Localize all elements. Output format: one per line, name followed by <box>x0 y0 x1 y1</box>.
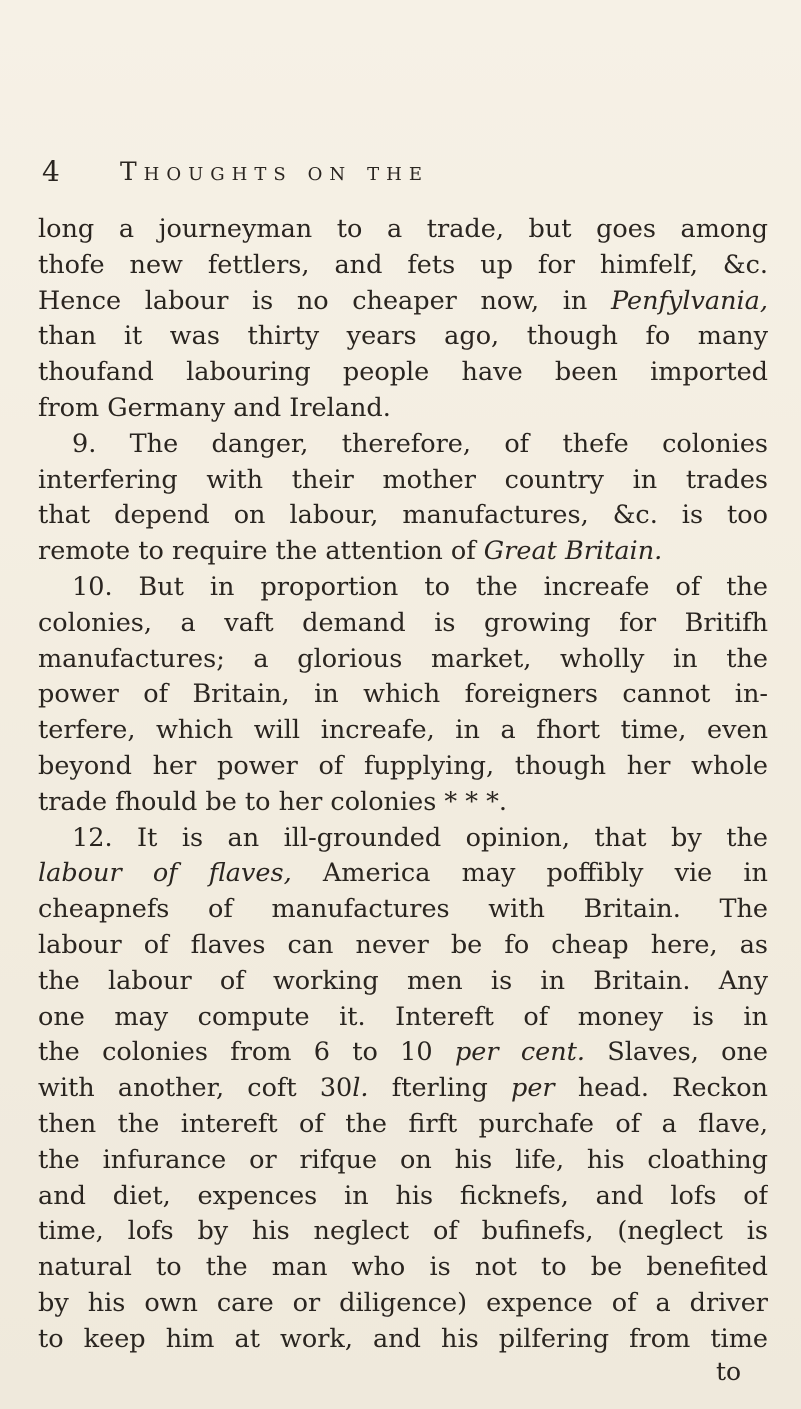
body-text <box>38 212 768 1358</box>
page-header <box>42 152 762 196</box>
text-line: then the intereft of the firft purchafe of a flave, <box>38 1108 768 1139</box>
text-line: natural to the man who is not to be benefited <box>38 1252 768 1283</box>
text-line: to keep him at work, and his pilfering from time <box>38 1323 768 1354</box>
text-line: and diet, expences in his ficknefs, and lofs of <box>38 1180 768 1211</box>
text-line: manufactures; a glorious market, wholly in the <box>38 643 768 674</box>
paragraph-12-start: 12. It is an ill-grounded opinion, that by the <box>72 822 768 853</box>
text-line: beyond her power of fupplying, though her whole <box>38 750 768 781</box>
text-line: one may compute it. Intereft of money is in <box>38 1001 768 1032</box>
text-line: power of Britain, in which foreigners cannot in- <box>38 679 768 710</box>
text-line: terfere, which will increafe, in a fhort time, even <box>38 715 768 746</box>
paragraph-9-start: 9. The danger, therefore, of thefe colonies <box>72 428 768 459</box>
text-line: the infurance or rifque on his life, his cloathing <box>38 1144 768 1175</box>
text-line: cheapnefs of manufactures with Britain. The <box>38 894 768 925</box>
text-line: by his own care or diligence) expence of a driver <box>38 1287 768 1318</box>
text-line: Hence labour is no cheaper now, in Penfylvania, <box>38 285 768 316</box>
running-head: Thoughts on the <box>120 157 429 186</box>
text-line: remote to require the attention of Great Britain. <box>38 536 663 567</box>
text-line: interfering with their mother country in trades <box>38 464 768 495</box>
text-line: the labour of working men is in Britain. Any <box>38 965 768 996</box>
text-line: colonies, a vaft demand is growing for Britifh <box>38 607 768 638</box>
text-line: the colonies from 6 to 10 per cent. Slaves, one <box>38 1037 768 1068</box>
paragraph-10-start: 10. But in proportion to the increafe of the <box>72 571 768 602</box>
text-line: from Germany and Ireland. <box>38 392 391 423</box>
text-line: long a journeyman to a trade, but goes among <box>38 214 768 244</box>
page-number: 4 <box>42 155 61 188</box>
text-line: labour of flaves can never be fo cheap here, as <box>38 929 768 960</box>
text-line: thofe new fettlers, and fets up for himfelf, &c. <box>38 249 768 280</box>
text-line: that depend on labour, manufactures, &c. is too <box>38 500 768 531</box>
text-line: trade fhould be to her colonies * * *. <box>38 786 507 817</box>
text-line: with another, coft 30l. fterling per head. Reckon <box>38 1073 768 1104</box>
text-line: time, lofs by his neglect of bufinefs, (neglect is <box>38 1216 768 1247</box>
catchword: to <box>716 1357 742 1386</box>
text-line: than it was thirty years ago, though fo many <box>38 321 768 352</box>
text-line: labour of flaves, America may poffibly vie in <box>38 858 768 889</box>
text-line: thoufand labouring people have been imported <box>38 357 768 388</box>
